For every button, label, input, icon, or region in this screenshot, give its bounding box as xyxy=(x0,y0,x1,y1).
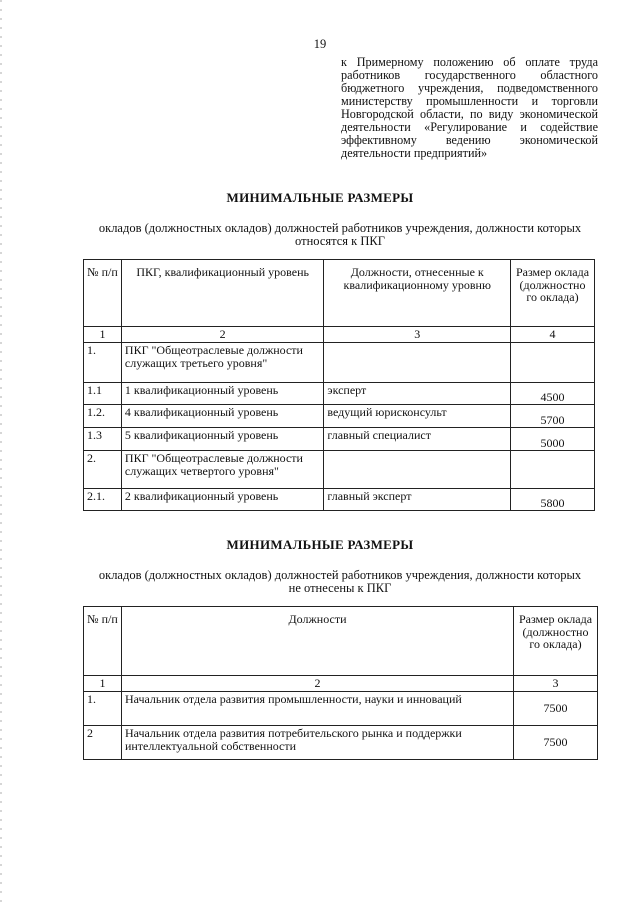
section1-subtitle: окладов (должностных окладов) должностей работников учреждения, должности которых относятся к ПКГ xyxy=(98,221,582,248)
row-num: 1.2. xyxy=(84,405,122,428)
row-position: ведущий юрисконсульт xyxy=(324,405,511,428)
row-position xyxy=(324,343,511,383)
row-salary xyxy=(511,451,595,489)
row-salary: 4500 xyxy=(511,383,595,405)
header-num: № п/п xyxy=(84,607,122,676)
header-positions: Должности, отнесенные к квалификационному уровню xyxy=(324,260,511,327)
table-header-row xyxy=(84,607,598,676)
table-header-row xyxy=(84,260,595,327)
row-num: 2 xyxy=(84,726,122,760)
row-level: 4 квалификационный уровень xyxy=(121,405,324,428)
row-position: Начальник отдела развития промышленности, науки и инноваций xyxy=(121,692,513,726)
row-level: 1 квалификационный уровень xyxy=(121,383,324,405)
non-pkg-salary-table xyxy=(83,606,598,760)
pkg-salary-table xyxy=(83,259,595,511)
col-number: 1 xyxy=(84,676,122,692)
row-salary: 5700 xyxy=(511,405,595,428)
header-positions: Должности xyxy=(121,607,513,676)
row-salary: 5800 xyxy=(511,489,595,511)
row-num: 1.1 xyxy=(84,383,122,405)
row-num: 1. xyxy=(84,692,122,726)
col-number: 3 xyxy=(324,327,511,343)
row-position: эксперт xyxy=(324,383,511,405)
table-row xyxy=(84,489,595,511)
table-row xyxy=(84,428,595,451)
header-num: № п/п xyxy=(84,260,122,327)
row-level: 2 квалификационный уровень xyxy=(121,489,324,511)
page-number: 19 xyxy=(313,37,327,51)
table-row xyxy=(84,692,598,726)
row-num: 1.3 xyxy=(84,428,122,451)
row-position: Начальник отдела развития потребительского рынка и поддержки интеллектуальной собственности xyxy=(121,726,513,760)
col-number: 4 xyxy=(511,327,595,343)
row-position: главный эксперт xyxy=(324,489,511,511)
column-numbering-row xyxy=(84,327,595,343)
row-salary: 7500 xyxy=(514,692,598,726)
row-level: ПКГ "Общеотраслевые должности служащих четвертого уровня" xyxy=(121,451,324,489)
row-position: главный специалист xyxy=(324,428,511,451)
section1-title: МИНИМАЛЬНЫЕ РАЗМЕРЫ xyxy=(226,190,414,205)
table-row xyxy=(84,383,595,405)
col-number: 2 xyxy=(121,676,513,692)
table-row xyxy=(84,451,595,489)
table-row xyxy=(84,405,595,428)
row-salary xyxy=(511,343,595,383)
row-num: 2. xyxy=(84,451,122,489)
row-level: ПКГ "Общеотраслевые должности служащих третьего уровня" xyxy=(121,343,324,383)
col-number: 2 xyxy=(121,327,324,343)
section2-title: МИНИМАЛЬНЫЕ РАЗМЕРЫ xyxy=(226,537,414,552)
row-level: 5 квалификационный уровень xyxy=(121,428,324,451)
row-num: 1. xyxy=(84,343,122,383)
row-salary: 7500 xyxy=(514,726,598,760)
col-number: 3 xyxy=(514,676,598,692)
row-position xyxy=(324,451,511,489)
header-salary: Размер оклада (должностно го оклада) xyxy=(511,260,595,327)
section2-subtitle: окладов (должностных окладов) должностей работников учреждения, должности которых не отнесены к ПКГ xyxy=(98,568,582,595)
col-number: 1 xyxy=(84,327,122,343)
row-salary: 5000 xyxy=(511,428,595,451)
row-num: 2.1. xyxy=(84,489,122,511)
scan-edge xyxy=(0,0,2,905)
header-salary: Размер оклада (должностно го оклада) xyxy=(514,607,598,676)
appendix-reference: к Примерному положению об оплате труда работников государственного областного бюджетного учреждения, подведомственного министерству промышленности и торговли Новгородской области, по виду экономической деятельности «Регулирование и содействие эффективному ведению экономической деятельности предприятий» xyxy=(341,55,598,160)
table-row xyxy=(84,726,598,760)
table-row xyxy=(84,343,595,383)
header-level: ПКГ, квалификационный уровень xyxy=(121,260,324,327)
column-numbering-row xyxy=(84,676,598,692)
